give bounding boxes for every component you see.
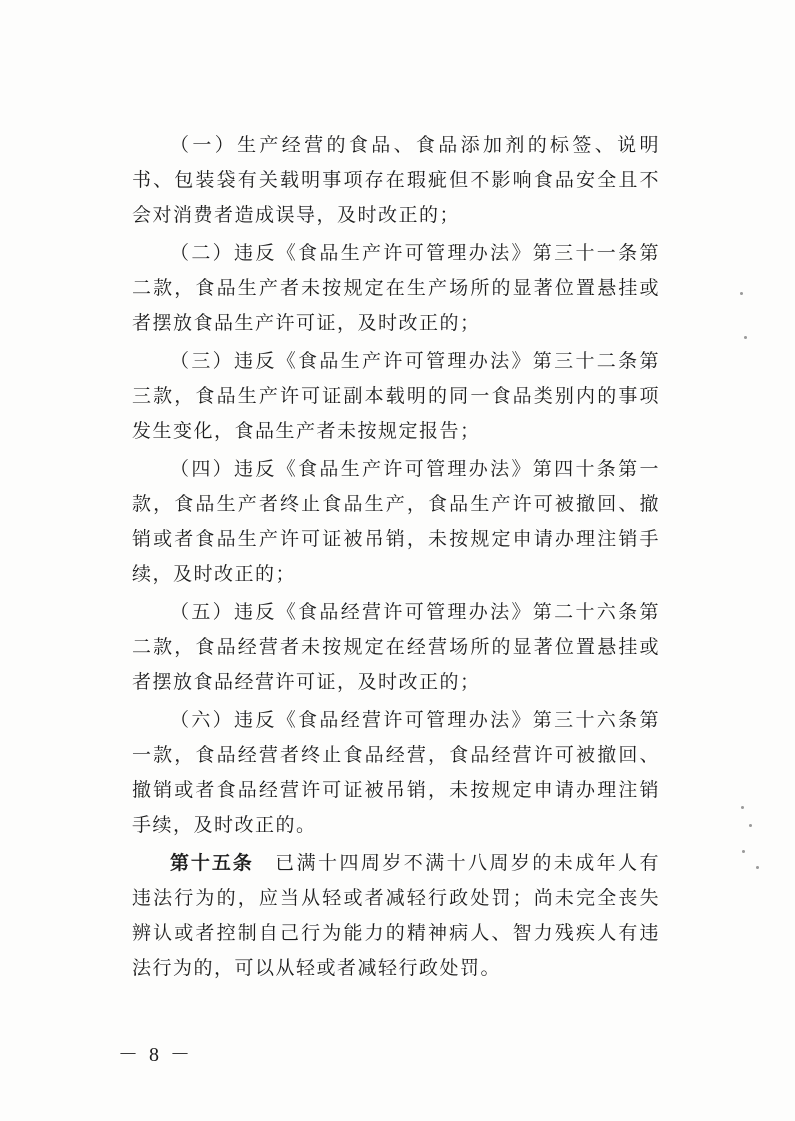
scan-speck <box>749 824 752 827</box>
scan-speck <box>744 336 747 339</box>
article-text: 已满十四周岁不满十八周岁的未成年人有违法行为的，应当从轻或者减轻行政处罚；尚未完全丧失辨认或者控制自己行为能力的精神病人、智力残疾人有违法行为的，可以从轻或者减轻行政处罚。 <box>132 852 660 979</box>
clause-item-6: （六）违反《食品经营许可管理办法》第三十六条第一款，食品经营者终止食品经营，食品经营许可被撤回、撤销或者食品经营许可证被吊销，未按规定申请办理注销手续，及时改正的。 <box>132 709 660 836</box>
clause-item-4: （四）违反《食品生产许可管理办法》第四十条第一款，食品生产者终止食品生产，食品生产许可被撤回、撤销或者食品生产许可证被吊销，未按规定申请办理注销手续，及时改正的； <box>132 458 660 585</box>
clause-item-3: （三）违反《食品生产许可管理办法》第三十二条第三款，食品生产许可证副本载明的同一食品类别内的事项发生变化，食品生产者未按规定报告； <box>132 350 660 442</box>
scan-speck <box>742 850 745 853</box>
clause-item-5: （五）违反《食品经营许可管理办法》第二十六条第二款，食品经营者未按规定在经营场所的显著位置悬挂或者摆放食品经营许可证，及时改正的； <box>132 601 660 693</box>
clause-item-2: （二）违反《食品生产许可管理办法》第三十一条第二款，食品生产者未按规定在生产场所的显著位置悬挂或者摆放食品生产许可证，及时改正的； <box>132 242 660 334</box>
document-body <box>132 128 660 989</box>
scan-speck <box>740 292 743 295</box>
scan-speck <box>756 866 759 869</box>
article-title: 第十五条 <box>170 852 254 874</box>
scan-speck <box>741 806 744 809</box>
clause-item-1: （一）生产经营的食品、食品添加剂的标签、说明书、包装袋有关载明事项存在瑕疵但不影响食品安全且不会对消费者造成误导，及时改正的； <box>132 134 660 226</box>
page-number: － 8 － <box>118 1044 193 1066</box>
article-15 <box>132 846 660 986</box>
